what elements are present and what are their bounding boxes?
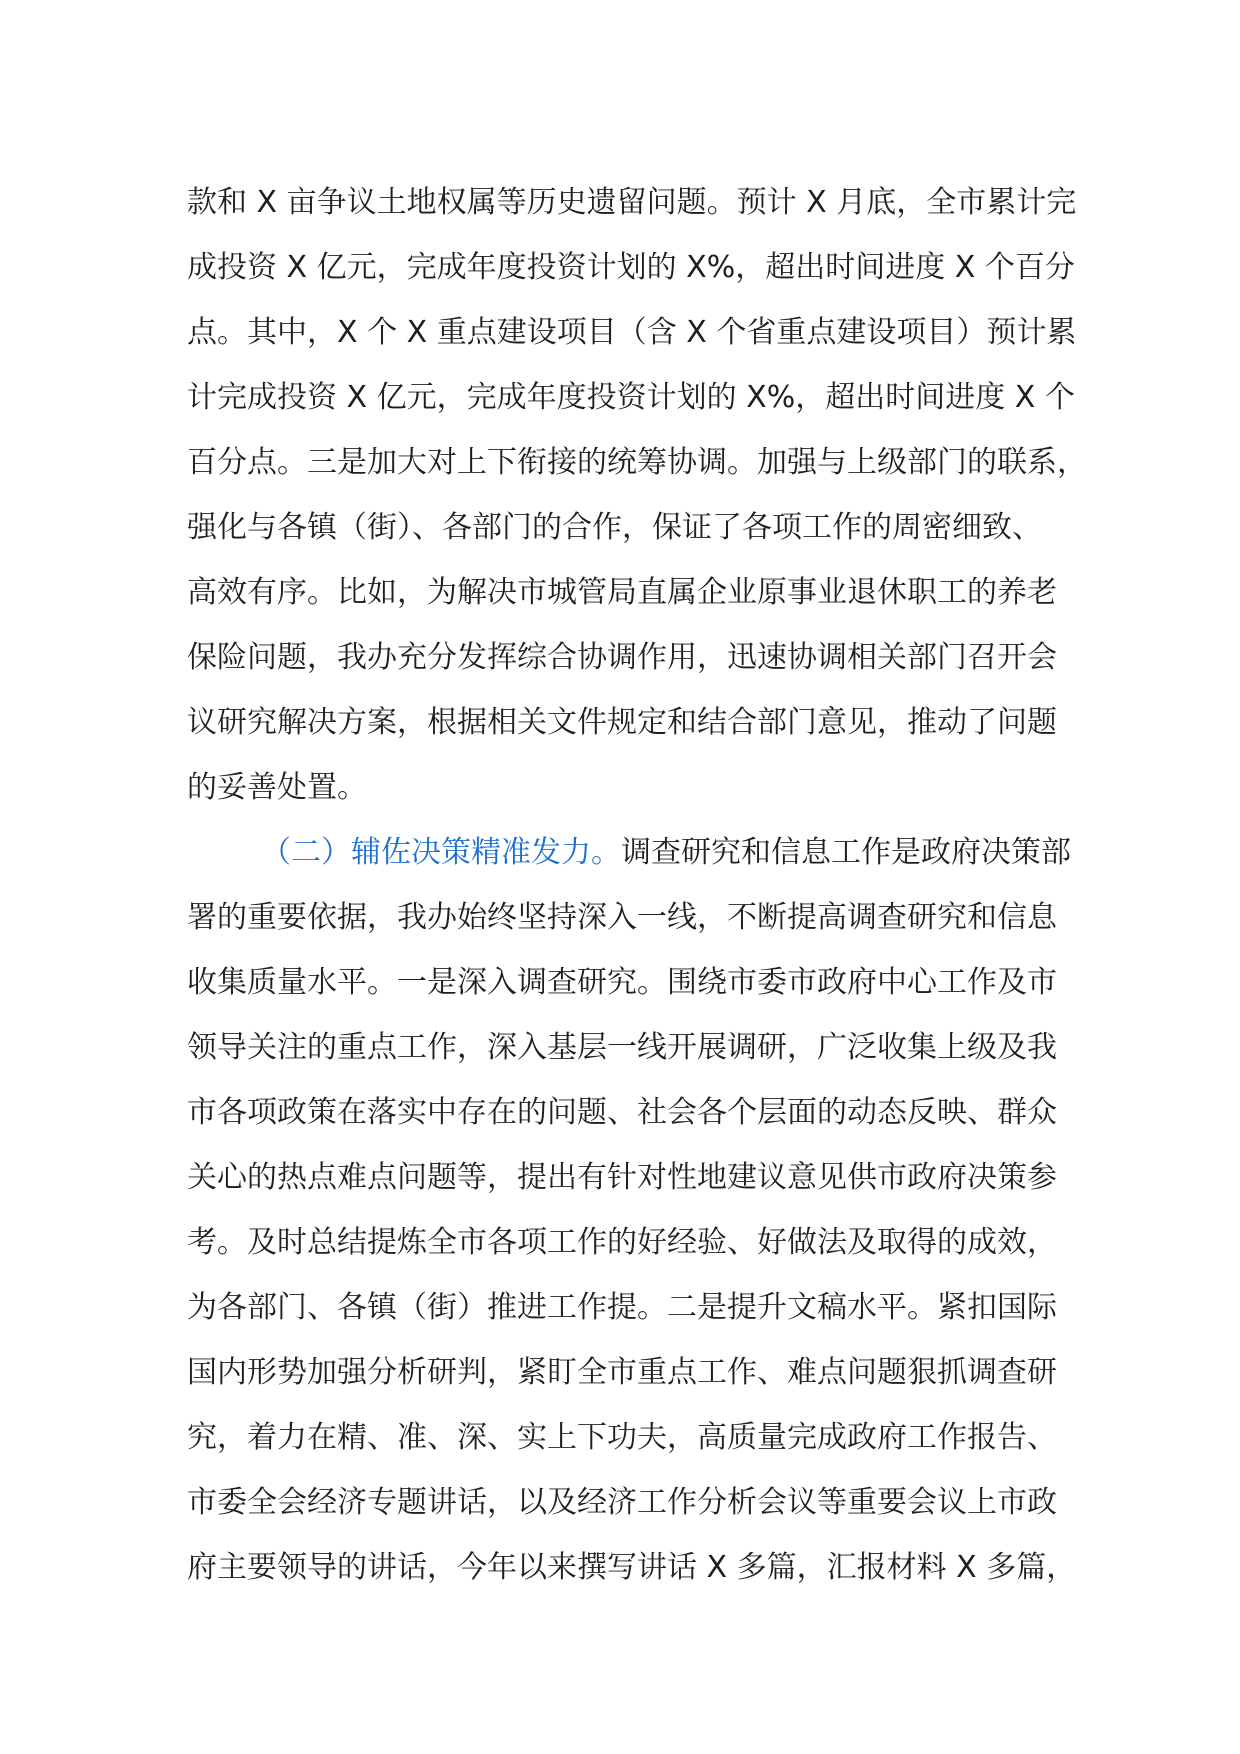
paragraph-line: 究，着力在精、准、深、实上下功夫，高质量完成政府工作报告、 <box>187 1420 1057 1455</box>
document-body <box>187 170 1087 1600</box>
paragraph-line: 保险问题，我办充分发挥综合协调作用，迅速协调相关部门召开会 <box>187 640 1057 675</box>
paragraph-line: 署的重要依据，我办始终坚持深入一线，不断提高调查研究和信息 <box>187 900 1057 935</box>
paragraph-line: 收集质量水平。一是深入调查研究。围绕市委市政府中心工作及市 <box>187 965 1057 1000</box>
section-heading: （二）辅佐决策精准发力。 <box>261 835 621 870</box>
paragraph-line: 款和 X 亩争议土地权属等历史遗留问题。预计 X 月底，全市累计完 <box>187 185 1077 220</box>
paragraph-1 <box>187 170 1087 820</box>
paragraph-line: 国内形势加强分析研判，紧盯全市重点工作、难点问题狠抓调查研 <box>187 1355 1057 1390</box>
paragraph-line: 考。及时总结提炼全市各项工作的好经验、好做法及取得的成效， <box>187 1225 1057 1260</box>
paragraph-line: 领导关注的重点工作，深入基层一线开展调研，广泛收集上级及我 <box>187 1030 1057 1065</box>
paragraph-line: 强化与各镇（街）、各部门的合作，保证了各项工作的周密细致、 <box>187 510 1042 545</box>
paragraph-line: 市委全会经济专题讲话，以及经济工作分析会议等重要会议上市政 <box>187 1485 1057 1520</box>
paragraph-2 <box>187 820 1087 1600</box>
paragraph-line: 议研究解决方案，根据相关文件规定和结合部门意见，推动了问题 <box>187 705 1057 740</box>
paragraph-line: 成投资 X 亿元，完成年度投资计划的 X%，超出时间进度 X 个百分 <box>187 250 1075 285</box>
paragraph-line: 市各项政策在落实中存在的问题、社会各个层面的动态反映、群众 <box>187 1095 1057 1130</box>
paragraph-line: 点。其中，X 个 X 重点建设项目（含 X 个省重点建设项目）预计累 <box>187 315 1077 350</box>
paragraph-line: 百分点。三是加大对上下衔接的统筹协调。加强与上级部门的联系， <box>187 445 1087 480</box>
paragraph-line: 的妥善处置。 <box>187 770 367 805</box>
paragraph-line: 计完成投资 X 亿元，完成年度投资计划的 X%，超出时间进度 X 个 <box>187 380 1075 415</box>
paragraph-line: 关心的热点难点问题等，提出有针对性地建议意见供市政府决策参 <box>187 1160 1057 1195</box>
paragraph-line: 为各部门、各镇（街）推进工作提。二是提升文稿水平。紧扣国际 <box>187 1290 1057 1325</box>
paragraph-first-line <box>187 820 1087 885</box>
paragraph-line: 府主要领导的讲话，今年以来撰写讲话 X 多篇，汇报材料 X 多篇， <box>187 1550 1077 1585</box>
paragraph-line-rest: 调查研究和信息工作是政府决策部 <box>621 835 1071 870</box>
paragraph-line: 高效有序。比如，为解决市城管局直属企业原事业退休职工的养老 <box>187 575 1057 610</box>
